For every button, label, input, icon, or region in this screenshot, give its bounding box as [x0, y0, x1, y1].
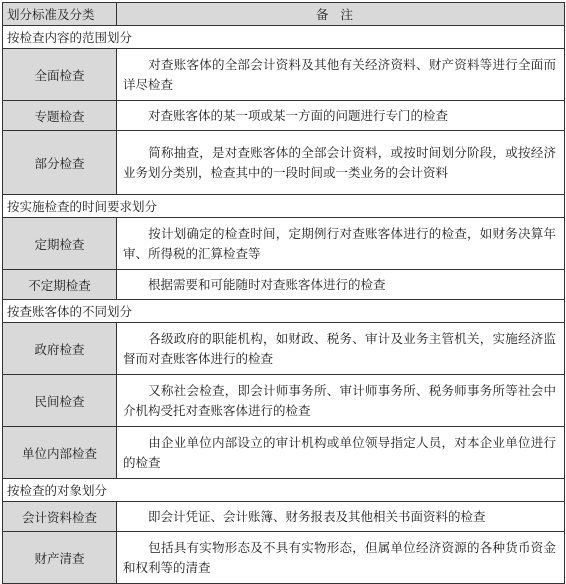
section-title-row	[3, 479, 565, 502]
table-row	[3, 323, 565, 375]
desc-text: 各级政府的职能机构，如财政、税务、审计及业务主管机关，实施经济监督而对查账客体进行的检查	[123, 330, 556, 366]
section-title: 按实施检查的时间要求划分	[3, 195, 565, 218]
category-name: 不定期检查	[3, 270, 117, 300]
category-desc	[117, 532, 565, 584]
desc-text: 对查账客体的全部会计资料及其他有关经济资料、财产资料等进行全面而详尽检查	[123, 56, 556, 92]
section-title-row	[3, 300, 565, 323]
table-row	[3, 270, 565, 300]
desc-text: 又称社会检查，即会计师事务所、审计师事务所、税务师事务所等社会中介机构受托对查账客体进行的检查	[123, 382, 556, 418]
category-name: 民间检查	[3, 375, 117, 427]
category-name: 会计资料检查	[3, 502, 117, 532]
table-row	[3, 49, 565, 101]
header-category: 划分标准及分类	[3, 3, 117, 26]
table-row	[3, 101, 565, 131]
section-title-row	[3, 26, 565, 49]
header-note: 备注	[117, 3, 565, 26]
category-name: 部分检查	[3, 131, 117, 195]
category-desc	[117, 375, 565, 427]
section-title: 按查账客体的不同划分	[3, 300, 565, 323]
table-row	[3, 218, 565, 270]
table-row	[3, 532, 565, 584]
desc-text: 包括具有实物形态及不具有实物形态，但属单位经济资源的各种货币资金和权利等的清查	[123, 539, 556, 575]
category-name: 专题检查	[3, 101, 117, 131]
desc-text: 简称抽查，是对查账客体的全部会计资料，或按时间划分阶段，或按经济业务划分类别，检查其中的一段时间或一类业务的会计资料	[123, 144, 556, 180]
category-desc	[117, 101, 565, 131]
table-row	[3, 131, 565, 195]
table-row	[3, 502, 565, 532]
category-desc	[117, 323, 565, 375]
category-desc	[117, 131, 565, 195]
desc-text: 即会计凭证、会计账簿、财务报表及其他相关书面资料的检查	[148, 508, 486, 524]
desc-text: 对查账客体的某一项或某一方面的问题进行专门的检查	[148, 107, 449, 123]
section-title: 按检查内容的范围划分	[3, 26, 565, 49]
table-row	[3, 427, 565, 479]
table-header-row	[3, 3, 565, 26]
category-desc	[117, 270, 565, 300]
desc-text: 由企业单位内部设立的审计机构或单位领导指定人员，对本企业单位进行的检查	[123, 434, 556, 470]
category-desc	[117, 502, 565, 532]
category-desc	[117, 427, 565, 479]
desc-text: 按计划确定的检查时间，定期例行对查账客体进行的检查，如财务决算年审、所得税的汇算检查等	[123, 225, 556, 261]
section-title-row	[3, 195, 565, 218]
category-name: 财产清查	[3, 532, 117, 584]
category-name: 全面检查	[3, 49, 117, 101]
category-name: 定期检查	[3, 218, 117, 270]
category-desc	[117, 218, 565, 270]
section-title: 按检查的对象划分	[3, 479, 565, 502]
desc-text: 根据需要和可能随时对查账客体进行的检查	[148, 276, 386, 292]
category-desc	[117, 49, 565, 101]
category-name: 单位内部检查	[3, 427, 117, 479]
classification-table	[2, 2, 565, 584]
category-name: 政府检查	[3, 323, 117, 375]
table-row	[3, 375, 565, 427]
